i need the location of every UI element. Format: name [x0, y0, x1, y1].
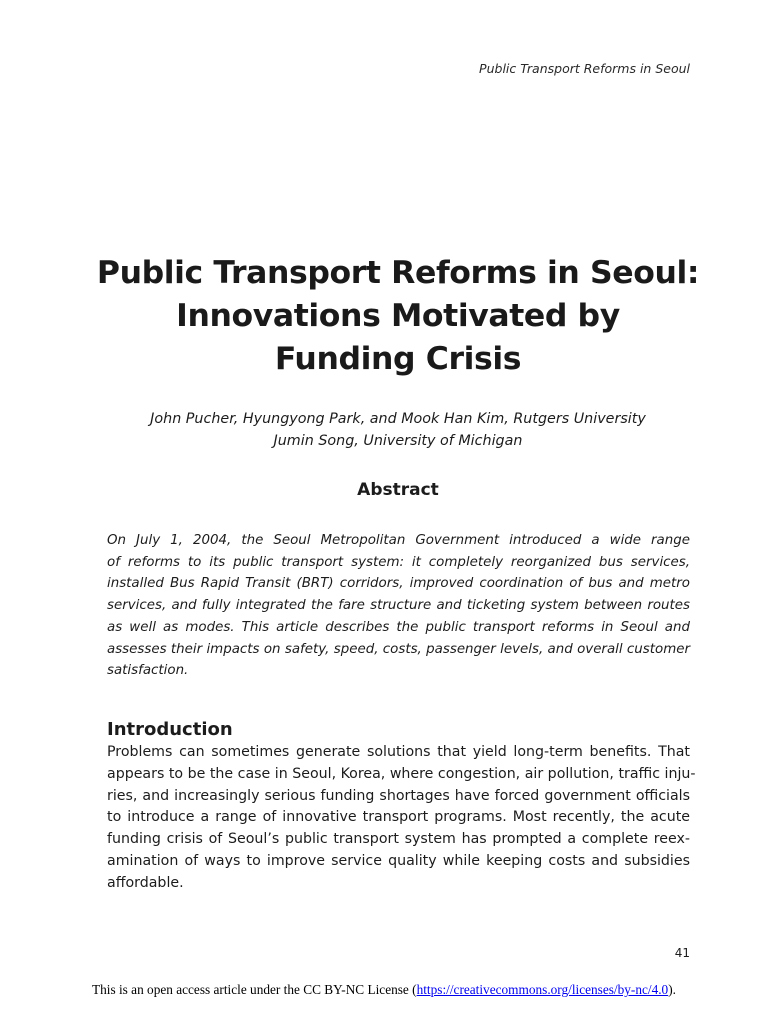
license-prefix: This is an open access article under the CC BY-NC License ( — [92, 982, 417, 997]
abstract-line: satisfaction. — [107, 663, 189, 679]
license-notice — [0, 982, 768, 998]
license-link[interactable]: https://creativecommons.org/licenses/by-nc/4.0 — [416, 982, 669, 997]
introduction-line: to introduce a range of innovative transport programs. Most recently, the acute — [107, 809, 690, 826]
introduction-line: amination of ways to improve service quality while keeping costs and subsidies — [107, 852, 690, 869]
abstract-line: On July 1, 2004, the Seoul Metropolitan Government introduced a wide range — [107, 533, 690, 548]
title-line-2: Innovations Motivated by — [176, 298, 620, 334]
license-suffix: ). — [668, 982, 676, 997]
authors-line-1: John Pucher, Hyungyong Park, and Mook Han Kim, Rutgers University — [150, 411, 646, 427]
introduction-line: ries, and increasingly serious funding shortages have forced government officials — [107, 787, 690, 804]
abstract-line: of reforms to its public transport system: it completely reorganized bus services, — [107, 554, 690, 570]
introduction-line: funding crisis of Seoul’s public transport system has prompted a complete reex- — [107, 831, 690, 848]
abstract-body — [107, 530, 690, 682]
article-title — [90, 252, 706, 381]
abstract-line: installed Bus Rapid Transit (BRT) corridors, improved coordination of bus and metro — [107, 576, 690, 592]
abstract-line: services, and fully integrated the fare structure and ticketing system between routes — [107, 598, 690, 614]
abstract-heading: Abstract — [357, 480, 439, 500]
abstract-line: assesses their impacts on safety, speed, costs, passenger levels, and overall customer — [107, 641, 690, 657]
introduction-line: Problems can sometimes generate solutions that yield long-term benefits. That — [107, 744, 690, 760]
running-head: Public Transport Reforms in Seoul — [479, 61, 690, 76]
title-line-3: Funding Crisis — [274, 341, 522, 377]
authors-line-2: Jumin Song, University of Michigan — [273, 433, 523, 449]
page-number: 41 — [674, 946, 690, 960]
author-list — [90, 408, 706, 452]
introduction-line: affordable. — [107, 874, 184, 891]
introduction-line: appears to be the case in Seoul, Korea, where congestion, air pollution, traffic inju- — [107, 765, 696, 782]
introduction-heading: Introduction — [107, 719, 233, 740]
introduction-body — [107, 742, 696, 895]
title-line-1: Public Transport Reforms in Seoul: — [96, 255, 700, 291]
abstract-line: as well as modes. This article describes the public transport reforms in Seoul and — [107, 619, 690, 635]
